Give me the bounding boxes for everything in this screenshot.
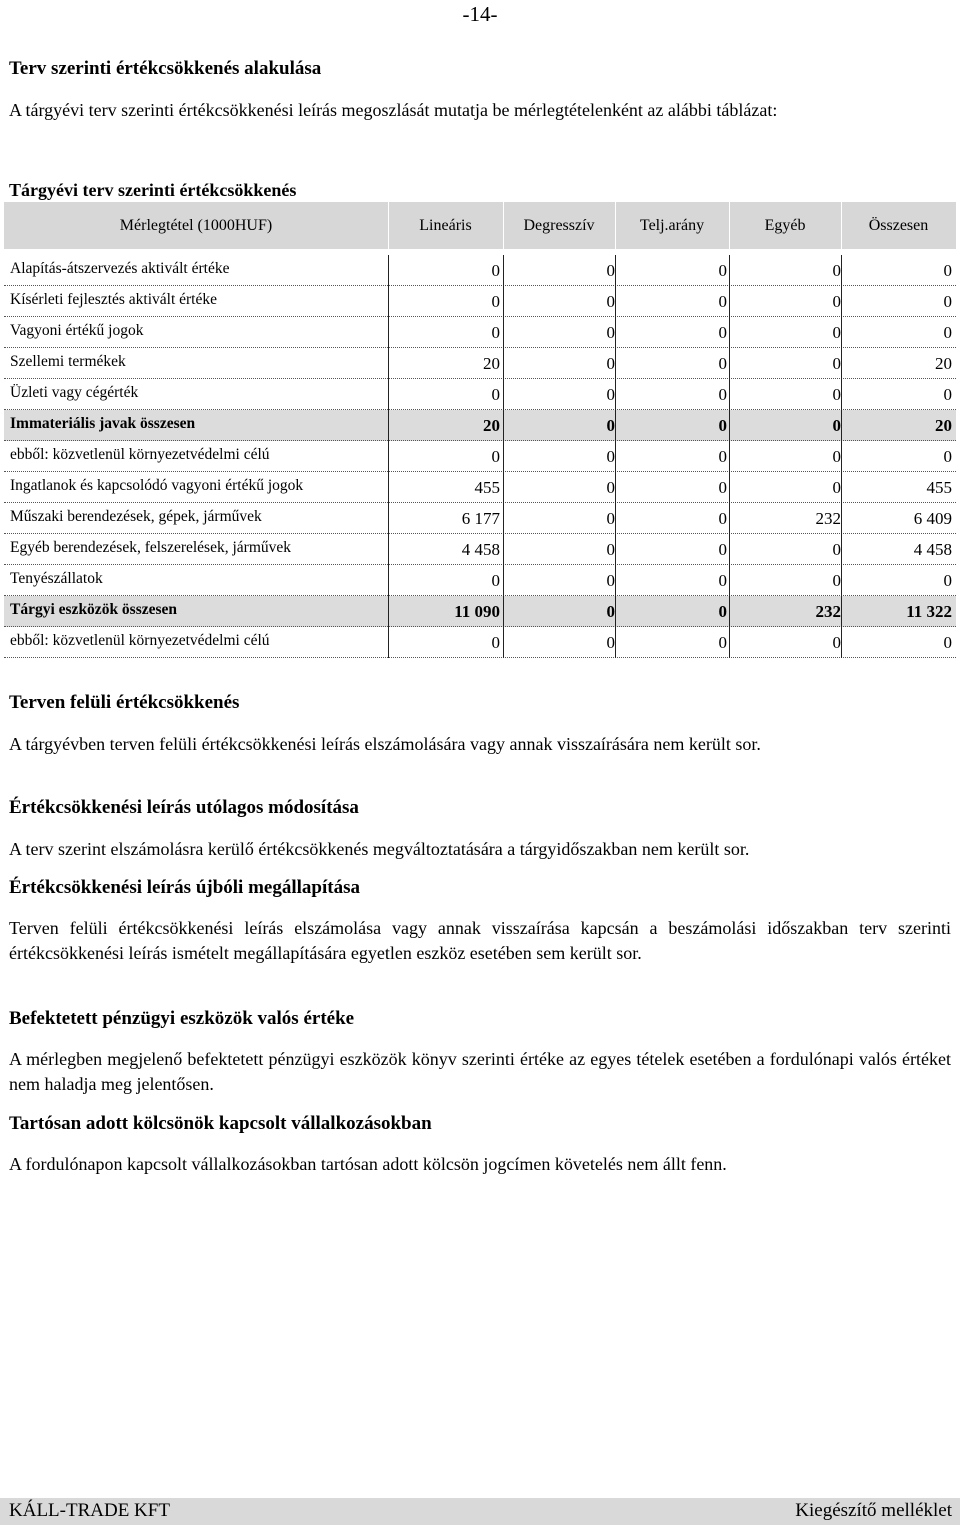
row-label: Egyéb berendezések, felszerelések, járművek bbox=[10, 539, 292, 556]
section-title-extraordinary: Terven felüli értékcsökkenés bbox=[9, 692, 240, 713]
row-value: 232 bbox=[815, 509, 841, 528]
row-value: 232 bbox=[815, 602, 841, 621]
row-value: 0 bbox=[943, 261, 952, 280]
row-value: 0 bbox=[832, 540, 841, 559]
row-label: Szellemi termékek bbox=[10, 353, 126, 370]
row-value: 0 bbox=[606, 261, 615, 280]
row-value: 0 bbox=[606, 571, 615, 590]
table-body bbox=[4, 255, 956, 658]
section-text-fair-value: A mérlegben megjelenő befektetett pénzügyi eszközök könyv szerinti értéke az egyes tételek esetében a fordulónapi valós értéket nem haladja meg jelentősen. bbox=[9, 1049, 951, 1094]
table-row bbox=[4, 596, 956, 627]
table-title: Tárgyévi terv szerinti értékcsökkenés bbox=[9, 180, 297, 200]
row-value: 0 bbox=[606, 540, 615, 559]
row-value: 0 bbox=[606, 447, 615, 466]
table-row bbox=[4, 627, 956, 658]
row-value: 0 bbox=[491, 385, 500, 404]
table-row bbox=[4, 255, 956, 286]
header-degressive: Degresszív bbox=[523, 217, 595, 234]
row-value: 0 bbox=[606, 416, 615, 435]
row-value: 0 bbox=[832, 354, 841, 373]
table-row bbox=[4, 472, 956, 503]
row-value: 0 bbox=[491, 633, 500, 652]
row-value: 20 bbox=[935, 416, 952, 435]
row-value: 20 bbox=[935, 354, 952, 373]
row-label: Immateriális javak összesen bbox=[10, 415, 196, 432]
row-label: Vagyoni értékű jogok bbox=[10, 322, 144, 339]
row-value: 455 bbox=[474, 478, 500, 497]
row-value: 0 bbox=[718, 478, 727, 497]
section-title-redetermination: Értékcsökkenési leírás újbóli megállapítása bbox=[9, 877, 360, 898]
page-number: -14- bbox=[462, 2, 498, 26]
row-value: 0 bbox=[943, 292, 952, 311]
page-footer bbox=[0, 1498, 960, 1525]
table-row bbox=[4, 565, 956, 596]
row-value: 4 458 bbox=[461, 540, 500, 559]
row-value: 0 bbox=[606, 633, 615, 652]
header-performance: Telj.arány bbox=[639, 217, 705, 234]
row-value: 11 322 bbox=[906, 602, 952, 621]
section-text-redetermination: Terven felüli értékcsökkenési leírás elszámolása vagy annak visszaírása kapcsán a beszámolási időszakban terv szerinti értékcsökkenési leírás ismételt megállapítására egyetlen eszköz esetében sem került sor. bbox=[9, 918, 951, 963]
row-value: 0 bbox=[491, 323, 500, 342]
header-item: Mérlegtétel (1000HUF) bbox=[119, 217, 273, 234]
section-text-loans: A fordulónapon kapcsolt vállalkozásokban tartósan adott kölcsön jogcímen követelés nem állt fenn. bbox=[9, 1154, 727, 1174]
row-value: 0 bbox=[718, 261, 727, 280]
row-value: 0 bbox=[832, 416, 841, 435]
table-row bbox=[4, 317, 956, 348]
table-row bbox=[4, 348, 956, 379]
section-title-depreciation: Terv szerinti értékcsökkenés alakulása bbox=[9, 58, 322, 79]
row-value: 0 bbox=[832, 478, 841, 497]
row-value: 0 bbox=[718, 323, 727, 342]
row-value: 0 bbox=[943, 323, 952, 342]
row-value: 455 bbox=[926, 478, 952, 497]
row-value: 0 bbox=[718, 385, 727, 404]
row-value: 0 bbox=[718, 292, 727, 311]
row-label: Alapítás-átszervezés aktivált értéke bbox=[10, 260, 230, 277]
row-value: 0 bbox=[832, 323, 841, 342]
row-value: 0 bbox=[832, 633, 841, 652]
row-value: 0 bbox=[832, 292, 841, 311]
row-value: 0 bbox=[718, 447, 727, 466]
row-value: 0 bbox=[832, 447, 841, 466]
row-value: 11 090 bbox=[454, 602, 500, 621]
row-value: 0 bbox=[491, 261, 500, 280]
row-label: Tárgyi eszközök összesen bbox=[10, 601, 178, 618]
row-value: 20 bbox=[483, 354, 500, 373]
row-value: 0 bbox=[606, 354, 615, 373]
table-row bbox=[4, 410, 956, 441]
table-row bbox=[4, 503, 956, 534]
section-text-depreciation: A tárgyévi terv szerinti értékcsökkenési leírás megoszlását mutatja be mérlegtételenként az alábbi táblázat: bbox=[9, 100, 778, 120]
row-value: 20 bbox=[483, 416, 500, 435]
section-text-extraordinary: A tárgyévben terven felüli értékcsökkenési leírás elszámolására vagy annak visszaírására nem került sor. bbox=[9, 734, 761, 754]
row-value: 6 177 bbox=[461, 509, 500, 528]
row-value: 0 bbox=[491, 447, 500, 466]
row-value: 0 bbox=[718, 354, 727, 373]
row-value: 0 bbox=[832, 261, 841, 280]
header-linear: Lineáris bbox=[419, 217, 472, 234]
table-header bbox=[4, 202, 956, 249]
row-value: 0 bbox=[606, 292, 615, 311]
row-value: 0 bbox=[718, 540, 727, 559]
table-row bbox=[4, 534, 956, 565]
row-value: 0 bbox=[943, 385, 952, 404]
depreciation-table bbox=[4, 202, 956, 658]
row-value: 0 bbox=[718, 602, 727, 621]
header-total: Összesen bbox=[868, 217, 929, 234]
row-value: 0 bbox=[606, 385, 615, 404]
header-other: Egyéb bbox=[764, 217, 806, 234]
row-value: 0 bbox=[491, 292, 500, 311]
row-label: ebből: közvetlenül környezetvédelmi célú bbox=[10, 632, 270, 649]
row-value: 0 bbox=[606, 509, 615, 528]
table-row bbox=[4, 441, 956, 472]
row-value: 0 bbox=[718, 416, 727, 435]
footer-document: Kiegészítő melléklet bbox=[795, 1500, 952, 1521]
row-value: 0 bbox=[606, 323, 615, 342]
table-row bbox=[4, 286, 956, 317]
row-label: Üzleti vagy cégérték bbox=[10, 384, 139, 401]
row-label: Kísérleti fejlesztés aktivált értéke bbox=[10, 291, 218, 308]
section-title-subsequent-change: Értékcsökkenési leírás utólagos módosítása bbox=[9, 797, 359, 818]
row-value: 0 bbox=[832, 385, 841, 404]
row-value: 0 bbox=[718, 509, 727, 528]
footer-company: KÁLL-TRADE KFT bbox=[9, 1500, 170, 1521]
row-value: 0 bbox=[943, 633, 952, 652]
row-label: ebből: közvetlenül környezetvédelmi célú bbox=[10, 446, 270, 463]
row-label: Műszaki berendezések, gépek, járművek bbox=[10, 508, 262, 525]
row-value: 0 bbox=[943, 571, 952, 590]
row-value: 0 bbox=[606, 602, 615, 621]
section-title-loans: Tartósan adott kölcsönök kapcsolt vállalkozásokban bbox=[9, 1113, 432, 1134]
row-value: 0 bbox=[606, 478, 615, 497]
row-value: 0 bbox=[491, 571, 500, 590]
row-label: Ingatlanok és kapcsolódó vagyoni értékű jogok bbox=[10, 477, 304, 494]
section-text-subsequent-change: A terv szerint elszámolásra kerülő értékcsökkenés megváltoztatására a tárgyidőszakban nem került sor. bbox=[9, 839, 750, 859]
row-value: 6 409 bbox=[913, 509, 952, 528]
row-value: 0 bbox=[832, 571, 841, 590]
row-value: 4 458 bbox=[913, 540, 952, 559]
row-value: 0 bbox=[943, 447, 952, 466]
row-label: Tenyészállatok bbox=[10, 570, 103, 587]
row-value: 0 bbox=[718, 571, 727, 590]
section-title-fair-value: Befektetett pénzügyi eszközök valós értéke bbox=[9, 1008, 355, 1029]
table-row bbox=[4, 379, 956, 410]
row-value: 0 bbox=[718, 633, 727, 652]
